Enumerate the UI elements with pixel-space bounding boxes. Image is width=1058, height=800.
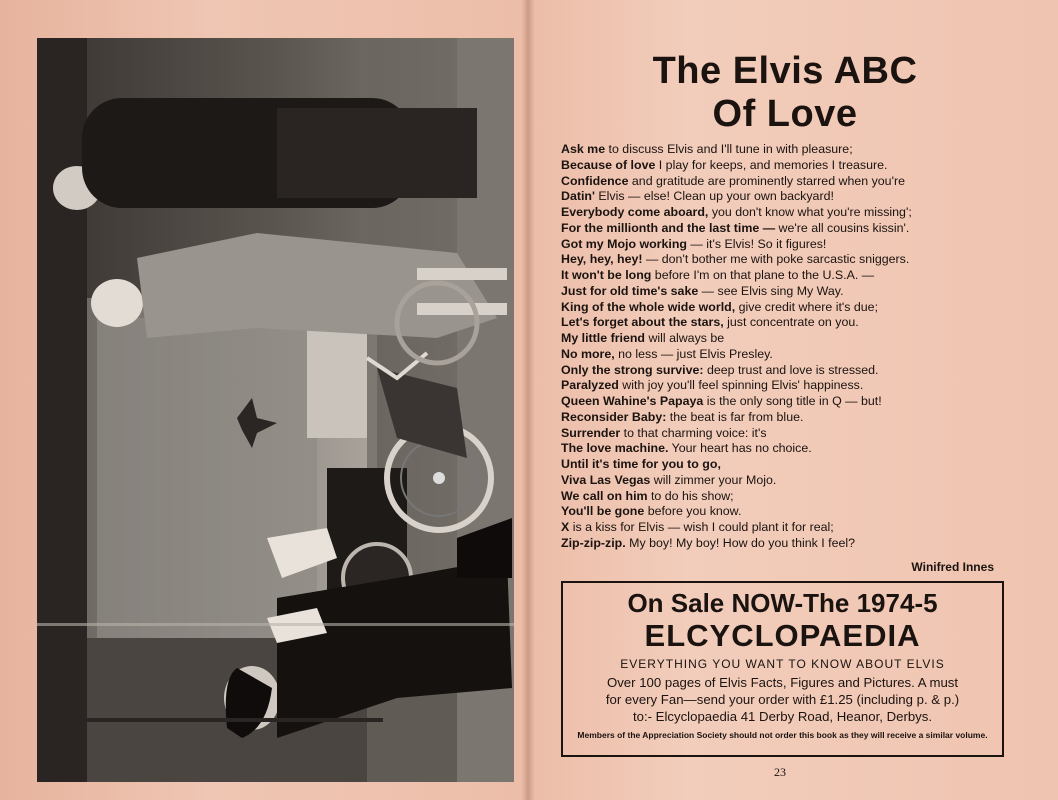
poem-line xyxy=(561,347,1016,363)
poem-line-lead: Hey, hey, hey! xyxy=(561,252,643,267)
poem-line-text: no less — just Elvis Presley. xyxy=(614,346,773,361)
poem-line-lead: The love machine. xyxy=(561,441,669,456)
poem-line-lead: Until it's time for you to go, xyxy=(561,457,721,471)
poem-line-lead: Zip-zip-zip. xyxy=(561,535,626,550)
poem-line-lead: Got my Mojo working xyxy=(561,236,687,251)
poem-line xyxy=(561,174,1016,190)
poem-line xyxy=(561,331,1016,347)
poem-line-text: to do his show; xyxy=(647,488,734,503)
poem-line-text: to discuss Elvis and I'll tune in with pleasure; xyxy=(605,142,853,156)
poem-line xyxy=(561,142,1016,158)
poem-line-text: is a kiss for Elvis — wish I could plant it for real; xyxy=(569,520,834,534)
poem-line-text: is the only song title in Q — but! xyxy=(703,394,882,408)
poem-line xyxy=(561,158,1016,174)
poem-line-lead: Everybody come aboard, xyxy=(561,205,709,219)
poem-line-text: deep trust and love is stressed. xyxy=(703,362,879,377)
poem-line xyxy=(561,268,1016,284)
poem-line-text: you don't know what you're missing'; xyxy=(708,205,912,219)
poem-line-text: with joy you'll feel spinning Elvis' happiness. xyxy=(618,378,864,393)
poem-line-text: and gratitude are prominently starred when you're xyxy=(628,173,905,188)
poem-line-text: My boy! My boy! How do you think I feel? xyxy=(625,535,856,550)
poem-line-text: to that charming voice: it's xyxy=(620,425,767,440)
advert-body-line: Over 100 pages of Elvis Facts, Figures and Pictures. A must xyxy=(606,675,959,690)
elvis-motorcycle-photo xyxy=(37,38,514,782)
title-line-2: Of Love xyxy=(712,93,858,135)
poem-line-text: we're all cousins kissin'. xyxy=(775,220,910,235)
author-credit: Winifred Innes xyxy=(911,560,994,574)
page-number: 23 xyxy=(774,765,786,779)
poem-line-lead: You'll be gone xyxy=(561,504,645,519)
poem-line-text: the beat is far from blue. xyxy=(666,409,804,424)
poem-line xyxy=(561,363,1016,379)
poem-line xyxy=(561,441,1016,457)
poem-line xyxy=(561,473,1016,489)
advert-footnote: Members of the Appreciation Society should not order this book as they will receive a similar volume. xyxy=(577,730,988,740)
poem-line xyxy=(561,237,1016,253)
poem-line xyxy=(561,536,1016,552)
poem-line-text: — see Elvis sing My Way. xyxy=(698,283,844,298)
poem-line-lead: Just for old time's sake xyxy=(561,283,699,298)
poem-line-text: give credit where it's due; xyxy=(735,299,879,314)
poem-line xyxy=(561,457,1016,473)
poem-line-lead: Datin' xyxy=(561,189,595,204)
poem-line xyxy=(561,504,1016,520)
poem-line xyxy=(561,410,1016,426)
poem-line-lead: X xyxy=(561,520,570,534)
poem-line-lead: Viva Las Vegas xyxy=(561,472,651,487)
poem-line xyxy=(561,189,1016,205)
poem-line-text: before you know. xyxy=(644,504,742,519)
poem-line xyxy=(561,520,1016,536)
poem-line-lead: My little friend xyxy=(561,331,645,345)
poem-line-lead: Because of love xyxy=(561,157,656,172)
poem-line xyxy=(561,489,1016,505)
poem-line xyxy=(561,252,1016,268)
poem-line xyxy=(561,315,1016,331)
poem-line xyxy=(561,221,1016,237)
poem-line-lead: It won't be long xyxy=(561,268,652,282)
poem-line-text: Elvis — else! Clean up your own backyard! xyxy=(594,189,834,204)
abc-poem xyxy=(561,142,1016,552)
poem-line-lead: Queen Wahine's Papaya xyxy=(561,394,704,408)
poem-line xyxy=(561,284,1016,300)
page-gutter xyxy=(521,0,535,800)
poem-line-lead: For the millionth and the last time — xyxy=(561,220,776,235)
advert-body-line: to:- Elcyclopaedia 41 Derby Road, Heanor, Derbys. xyxy=(632,709,933,724)
advert-product-name: ELCYCLOPAEDIA xyxy=(644,618,921,653)
poem-line-text: — don't bother me with poke sarcastic sniggers. xyxy=(642,252,910,267)
advert-body xyxy=(563,674,1002,725)
poem-line-text: Your heart has no choice. xyxy=(668,441,812,456)
advert-tagline: EVERYTHING YOU WANT TO KNOW ABOUT ELVIS xyxy=(620,657,945,671)
poem-line-text: before I'm on that plane to the U.S.A. — xyxy=(651,268,875,282)
poem-line-text: just concentrate on you. xyxy=(723,315,859,330)
poem-line xyxy=(561,394,1016,410)
poem-line xyxy=(561,300,1016,316)
poem-line xyxy=(561,378,1016,394)
poem-line-text: will zimmer your Mojo. xyxy=(650,472,777,487)
poem-line xyxy=(561,205,1016,221)
advert-body-line: for every Fan—send your order with £1.25 (including p. & p.) xyxy=(605,692,960,707)
poem-line-lead: Only the strong survive: xyxy=(561,362,704,377)
poem-line xyxy=(561,426,1016,442)
poem-line-lead: King of the whole wide world, xyxy=(561,299,736,314)
advert-headline: On Sale NOW-The 1974-5 xyxy=(627,588,938,618)
poem-line-text: will always be xyxy=(645,331,725,345)
poem-line-lead: Ask me xyxy=(561,142,606,156)
article-title xyxy=(560,50,1010,136)
poem-line-lead: Reconsider Baby: xyxy=(561,409,667,424)
elcyclopaedia-advert xyxy=(561,581,1004,757)
poem-line-lead: Let's forget about the stars, xyxy=(561,315,724,330)
title-line-1: The Elvis ABC xyxy=(652,50,918,92)
poem-line-text: I play for keeps, and memories I treasure. xyxy=(655,157,888,172)
poem-line-lead: Confidence xyxy=(561,173,629,188)
poem-line-lead: Paralyzed xyxy=(561,378,619,393)
poem-line-lead: We call on him xyxy=(561,488,648,503)
poem-line-lead: No more, xyxy=(561,346,615,361)
poem-line-lead: Surrender xyxy=(561,425,621,440)
poem-line-text: — it's Elvis! So it figures! xyxy=(686,236,827,251)
